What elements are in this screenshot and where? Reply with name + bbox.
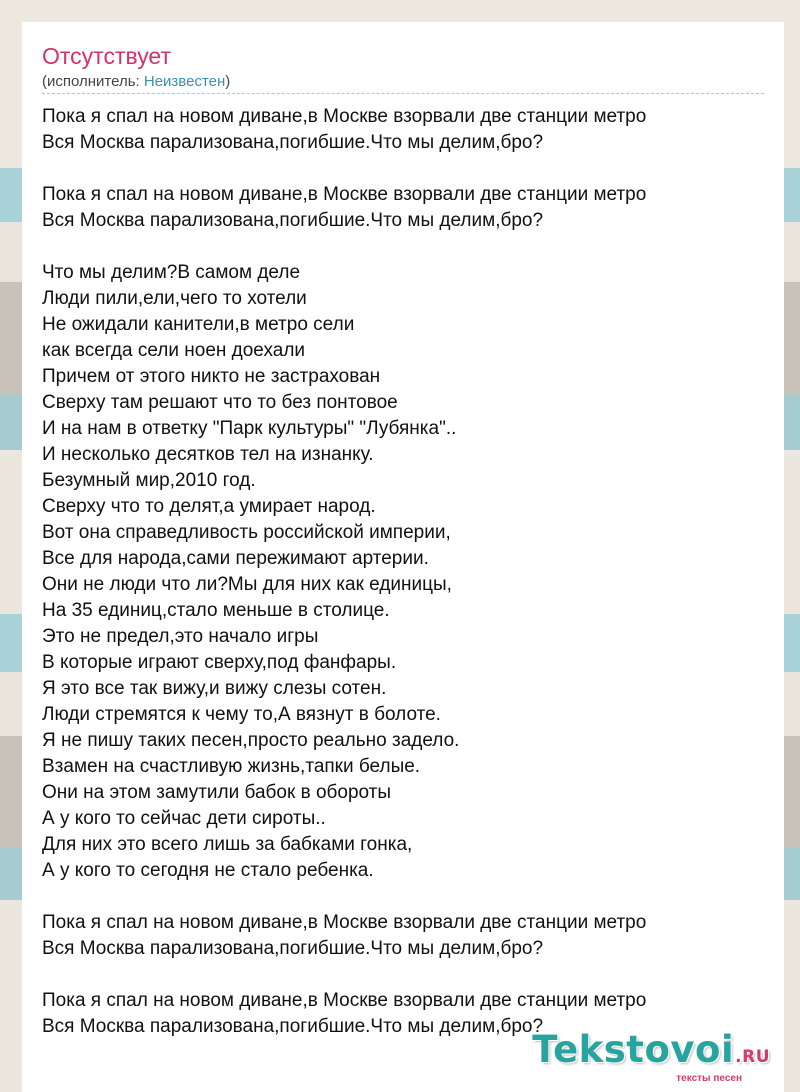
artist-line xyxy=(42,72,230,92)
site-logo[interactable] xyxy=(532,1030,770,1084)
lyrics-card xyxy=(22,22,784,1092)
artist-suffix: ) xyxy=(225,73,231,90)
logo-wordmark xyxy=(532,1030,770,1077)
logo-tld: .RU xyxy=(735,1047,770,1067)
song-title: Отсутствует xyxy=(42,43,171,69)
artist-link[interactable]: Неизвестен xyxy=(143,73,226,90)
logo-name: Tekstovoi xyxy=(532,1028,735,1071)
artist-prefix: (исполнитель: xyxy=(42,73,144,90)
logo-subtitle: тексты песен xyxy=(676,1073,742,1084)
divider xyxy=(42,93,764,94)
lyrics-text: Пока я спал на новом диване,в Москве взорвали две станции метро Вся Москва парализована,погибшие.Что мы делим,бро? Пока я спал на новом диване,в Москве взорвали две станции метро Вся Москва парализована,погибшие.Что мы делим,бро? Что мы делим?В самом деле Люди пили,ели,чего то хотели Не ожидали канители,в метро сели как всегда сели ноен доехали Причем от этого никто не застрахован Сверху там решают что то без понтовое И на нам в ответку "Парк культуры" "Лубянка".. И несколько десятков тел на изнанку. Безумный мир,2010 год. Сверху что то делят,а умирает народ. Вот она справедливость российской империи, Все для народа,сами пережимают артерии. Они не люди что ли?Мы для них как единицы, На 35 единиц,стало меньше в столице. Это не предел,это начало игры В которые играют сверху,под фанфары. Я это все так вижу,и вижу слезы сотен. Люди стремятся к чему то,А вязнут в болоте. Я не пишу таких песен,просто реально задело. Взамен на счастливую жизнь,тапки белые. Они на этом замутили бабок в обороты А у кого то сейчас дети сироты.. Для них это всего лишь за бабками гонка, А у кого то сегодня не стало ребенка. Пока я спал на новом диване,в Москве взорвали две станции метро Вся Москва парализована,погибшие.Что мы делим,бро? Пока я спал на новом диване,в Москве взорвали две станции метро Вся Москва парализована,погибшие.Что мы делим,бро? xyxy=(42,106,647,1037)
